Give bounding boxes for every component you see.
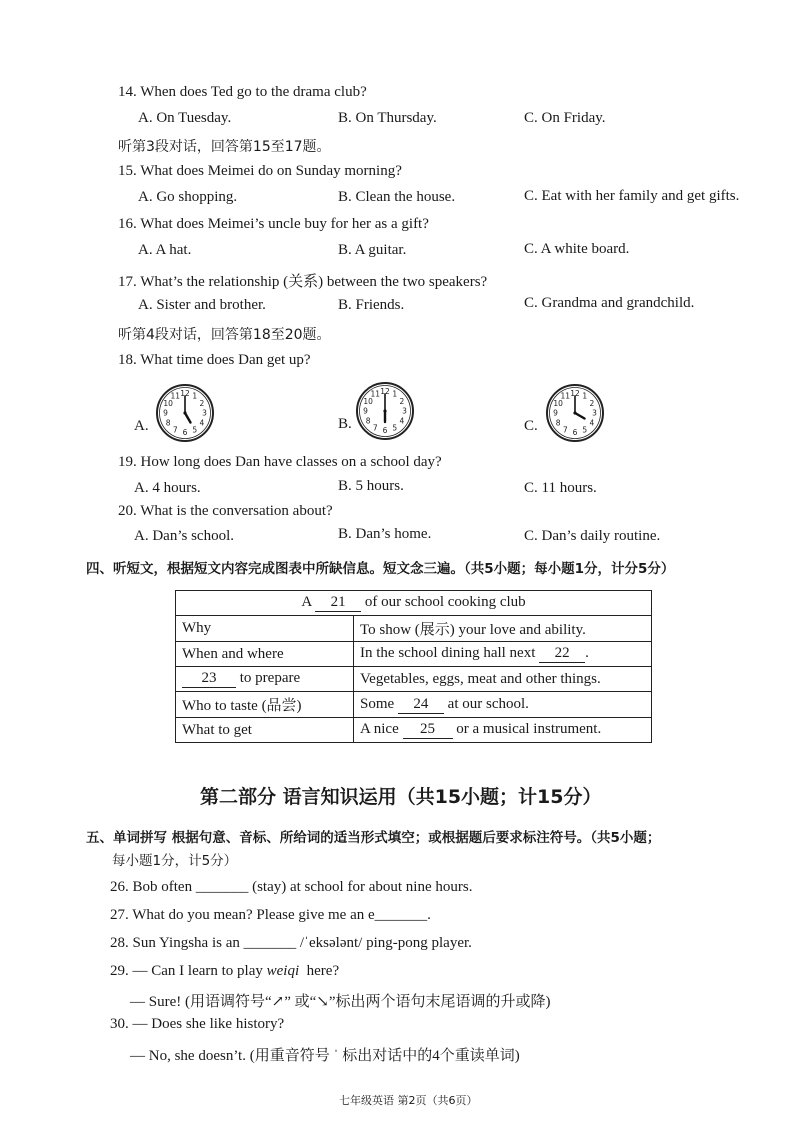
table-row [176, 667, 652, 692]
row-label: Who to taste (品尝) [182, 698, 302, 714]
table-row [176, 616, 652, 642]
table-cell-left [176, 692, 354, 718]
question-16-stem: 16. What does Meimei’s uncle buy for her as a gift? [118, 216, 429, 232]
blank-24: 24 [398, 696, 444, 714]
question-30-line-2: — No, she doesn’t. (用重音符号 ˈ 标出对话中的4个重读单词) [130, 1048, 520, 1064]
clock-numeral: 8 [365, 416, 371, 426]
clock-numeral: 3 [592, 408, 597, 418]
clock-numeral: 5 [582, 425, 588, 435]
table-cell-right [354, 667, 652, 692]
table-row [176, 692, 652, 718]
question-15-option-c: C. Eat with her family and get gifts. [524, 188, 740, 204]
clock-numeral: 10 [553, 398, 563, 408]
question-20-option-a: A. Dan’s school. [134, 528, 234, 544]
clock-numeral: 6 [572, 428, 578, 438]
question-17-option-b: B. Friends. [338, 297, 405, 313]
question-20-stem: 20. What is the conversation about? [118, 503, 333, 519]
row-value: A nice [360, 721, 399, 737]
clock-numeral: 7 [372, 423, 378, 433]
question-30-line-1: 30. — Does she like history? [110, 1016, 285, 1032]
question-14-option-b: B. On Thursday. [338, 110, 437, 126]
header-suffix: of our school cooking club [364, 594, 526, 610]
question-29-line-1 [110, 963, 339, 980]
question-29-text-end: here? [306, 963, 340, 979]
blank-25: 25 [403, 721, 453, 739]
table-header-row [176, 591, 652, 616]
clock-numeral: 5 [392, 423, 398, 433]
clock-numeral: 9 [553, 408, 558, 418]
clock-numeral: 4 [399, 416, 405, 426]
question-17-option-a: A. Sister and brother. [138, 297, 266, 313]
table-cell-left [176, 718, 354, 743]
clock-numeral: 7 [172, 425, 178, 435]
table-row [176, 718, 652, 743]
row-value-suffix: . [585, 645, 589, 661]
section-4-title: 四、听短文，根据短文内容完成图表中所缺信息。短文念三遍。（共5小题；每小题1分，计分5分） [86, 561, 675, 577]
question-16-option-b: B. A guitar. [338, 242, 407, 258]
section-5-title-line-2: 每小题1分，计5分） [112, 853, 238, 869]
clock-numeral: 3 [402, 406, 407, 416]
table-cell-right [354, 616, 652, 642]
question-20-option-b: B. Dan’s home. [338, 526, 432, 542]
clock-numeral: 8 [555, 418, 561, 428]
table-row [176, 642, 652, 667]
question-19-option-c: C. 11 hours. [524, 480, 597, 496]
clock-numeral: 12 [380, 387, 390, 397]
question-15-option-b: B. Clean the house. [338, 189, 456, 205]
clock-numeral: 2 [399, 396, 405, 406]
clock-numeral: 6 [182, 428, 188, 438]
clock-numeral: 1 [192, 391, 198, 401]
dialog-4-instruction: 听第4段对话，回答第18至20题。 [118, 327, 331, 343]
blank-22: 22 [539, 645, 585, 663]
question-19-stem: 19. How long does Dan have classes on a school day? [118, 454, 442, 470]
table-cell-left [176, 642, 354, 667]
row-label: When and where [182, 645, 284, 662]
question-18-option-c: C. [524, 418, 538, 434]
header-prefix: A [301, 594, 312, 610]
section-5-title-line-1: 五、单词拼写 根据句意、音标、所给词的适当形式填空；或根据题后要求标注符号。（共5小题； [86, 830, 661, 846]
dialog-3-instruction: 听第3段对话，回答第15至17题。 [118, 139, 331, 155]
table-cell-left [176, 667, 354, 692]
clock-c-icon [544, 382, 606, 444]
clock-numeral: 5 [192, 425, 198, 435]
question-19-option-a: A. 4 hours. [134, 480, 201, 496]
clock-numeral: 2 [199, 398, 205, 408]
clock-numeral: 12 [180, 389, 190, 399]
row-label: Why [182, 620, 212, 636]
question-20-option-c: C. Dan’s daily routine. [524, 528, 661, 544]
question-17-option-c: C. Grandma and grandchild. [524, 295, 695, 311]
clock-b-icon [354, 380, 416, 442]
row-value-suffix: at our school. [447, 695, 529, 712]
clock-numeral: 11 [370, 389, 381, 399]
clock-numeral: 11 [560, 391, 571, 401]
question-28: 28. Sun Yingsha is an _______ /ˈeksələnt/ ping-pong player. [110, 935, 472, 951]
question-27: 27. What do you mean? Please give me an e_______. [110, 907, 431, 923]
clock-a-icon [154, 382, 216, 444]
question-14-option-c: C. On Friday. [524, 110, 606, 126]
clock-numeral: 9 [163, 408, 168, 418]
clock-numeral: 9 [363, 406, 368, 416]
row-value: In the school dining hall next [360, 645, 536, 661]
clock-numeral: 12 [570, 389, 580, 399]
question-29-text: 29. — Can I learn to play [110, 963, 263, 979]
row-value-suffix: or a musical instrument. [456, 721, 602, 737]
page-footer: 七年级英语 第2页（共6页） [339, 1094, 478, 1107]
blank-21: 21 [315, 594, 361, 612]
table-cell-left [176, 616, 354, 642]
question-15-stem: 15. What does Meimei do on Sunday morning? [118, 163, 402, 179]
row-value: Vegetables, eggs, meat and other things. [360, 670, 601, 687]
row-label: to prepare [239, 670, 301, 686]
question-15-option-a: A. Go shopping. [138, 189, 238, 205]
question-14-option-a: A. On Tuesday. [138, 110, 232, 126]
blank-23: 23 [182, 670, 236, 688]
question-14-stem: 14. When does Ted go to the drama club? [118, 84, 367, 100]
question-19-option-b: B. 5 hours. [338, 478, 404, 494]
clock-numeral: 4 [589, 418, 595, 428]
clock-numeral: 8 [165, 418, 171, 428]
question-26: 26. Bob often _______ (stay) at school for about nine hours. [110, 879, 473, 895]
question-18-option-b: B. [338, 416, 352, 432]
question-16-option-c: C. A white board. [524, 241, 630, 257]
clock-numeral: 3 [202, 408, 207, 418]
row-label: What to get [182, 721, 252, 738]
table-cell-right [354, 642, 652, 667]
question-18-option-a: A. [134, 418, 149, 434]
question-29-italic-word: weiqi [266, 963, 300, 979]
cooking-club-table [175, 590, 652, 743]
clock-numeral: 1 [582, 391, 588, 401]
row-value: Some [360, 695, 395, 712]
clock-numeral: 2 [589, 398, 595, 408]
clock-numeral: 4 [199, 418, 205, 428]
clock-numeral: 11 [170, 391, 181, 401]
question-17-stem: 17. What’s the relationship (关系) between the two speakers? [118, 274, 488, 290]
row-value: To show (展示) your love and ability. [360, 622, 586, 638]
clock-numeral: 10 [363, 396, 373, 406]
clock-numeral: 6 [382, 426, 388, 436]
question-18-stem: 18. What time does Dan get up? [118, 352, 311, 368]
table-cell-right [354, 718, 652, 743]
clock-numeral: 1 [392, 389, 398, 399]
table-header-cell [176, 591, 652, 616]
table-cell-right [354, 692, 652, 718]
question-29-line-2: — Sure! (用语调符号“↗” 或“↘”标出两个语句末尾语调的升或降) [130, 994, 551, 1010]
clock-numeral: 10 [163, 398, 173, 408]
clock-numeral: 7 [562, 425, 568, 435]
question-16-option-a: A. A hat. [138, 242, 192, 258]
part-2-title: 第二部分 语言知识运用（共15小题；计15分） [200, 786, 602, 808]
